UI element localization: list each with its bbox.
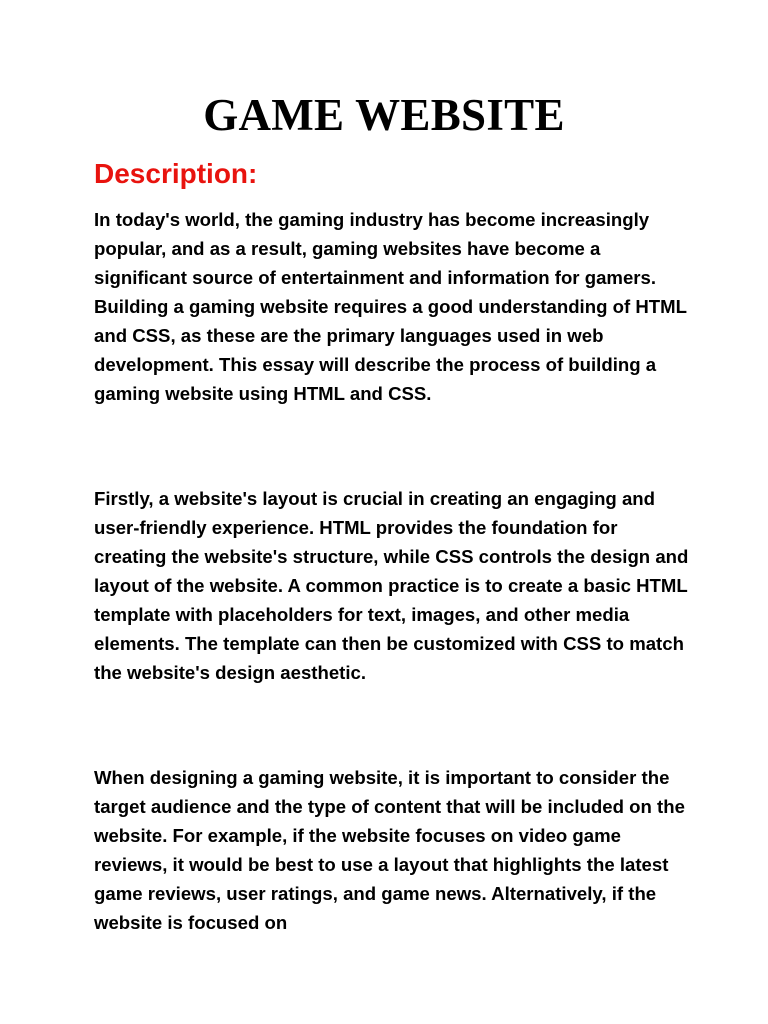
paragraph-design: When designing a gaming website, it is important to consider the target audience and the type of content that will be included on the website. For example, if the website focuses on video game reviews, it would be best to use a layout that highlights the latest game reviews, user ratings, and game news. Alternatively, if the website is focused on [94,767,685,933]
page-title: GAME WEBSITE [203,90,565,140]
paragraph-intro: In today's world, the gaming industry has become increasingly popular, and as a result, gaming websites have become a significant source of entertainment and information for gamers. Building a gaming website requires a good understanding of HTML and CSS, as these are the primary languages used in web development. This essay will describe the process of building a gaming website using HTML and CSS. [94,209,687,404]
paragraph-layout: Firstly, a website's layout is crucial in creating an engaging and user-friendly experience. HTML provides the foundation for creating the website's structure, while CSS controls the design and layout of the website. A common practice is to create a basic HTML template with placeholders for text, images, and other media elements. The template can then be customized with CSS to match the website's design aesthetic. [94,488,689,683]
description-heading: Description: [94,158,258,189]
